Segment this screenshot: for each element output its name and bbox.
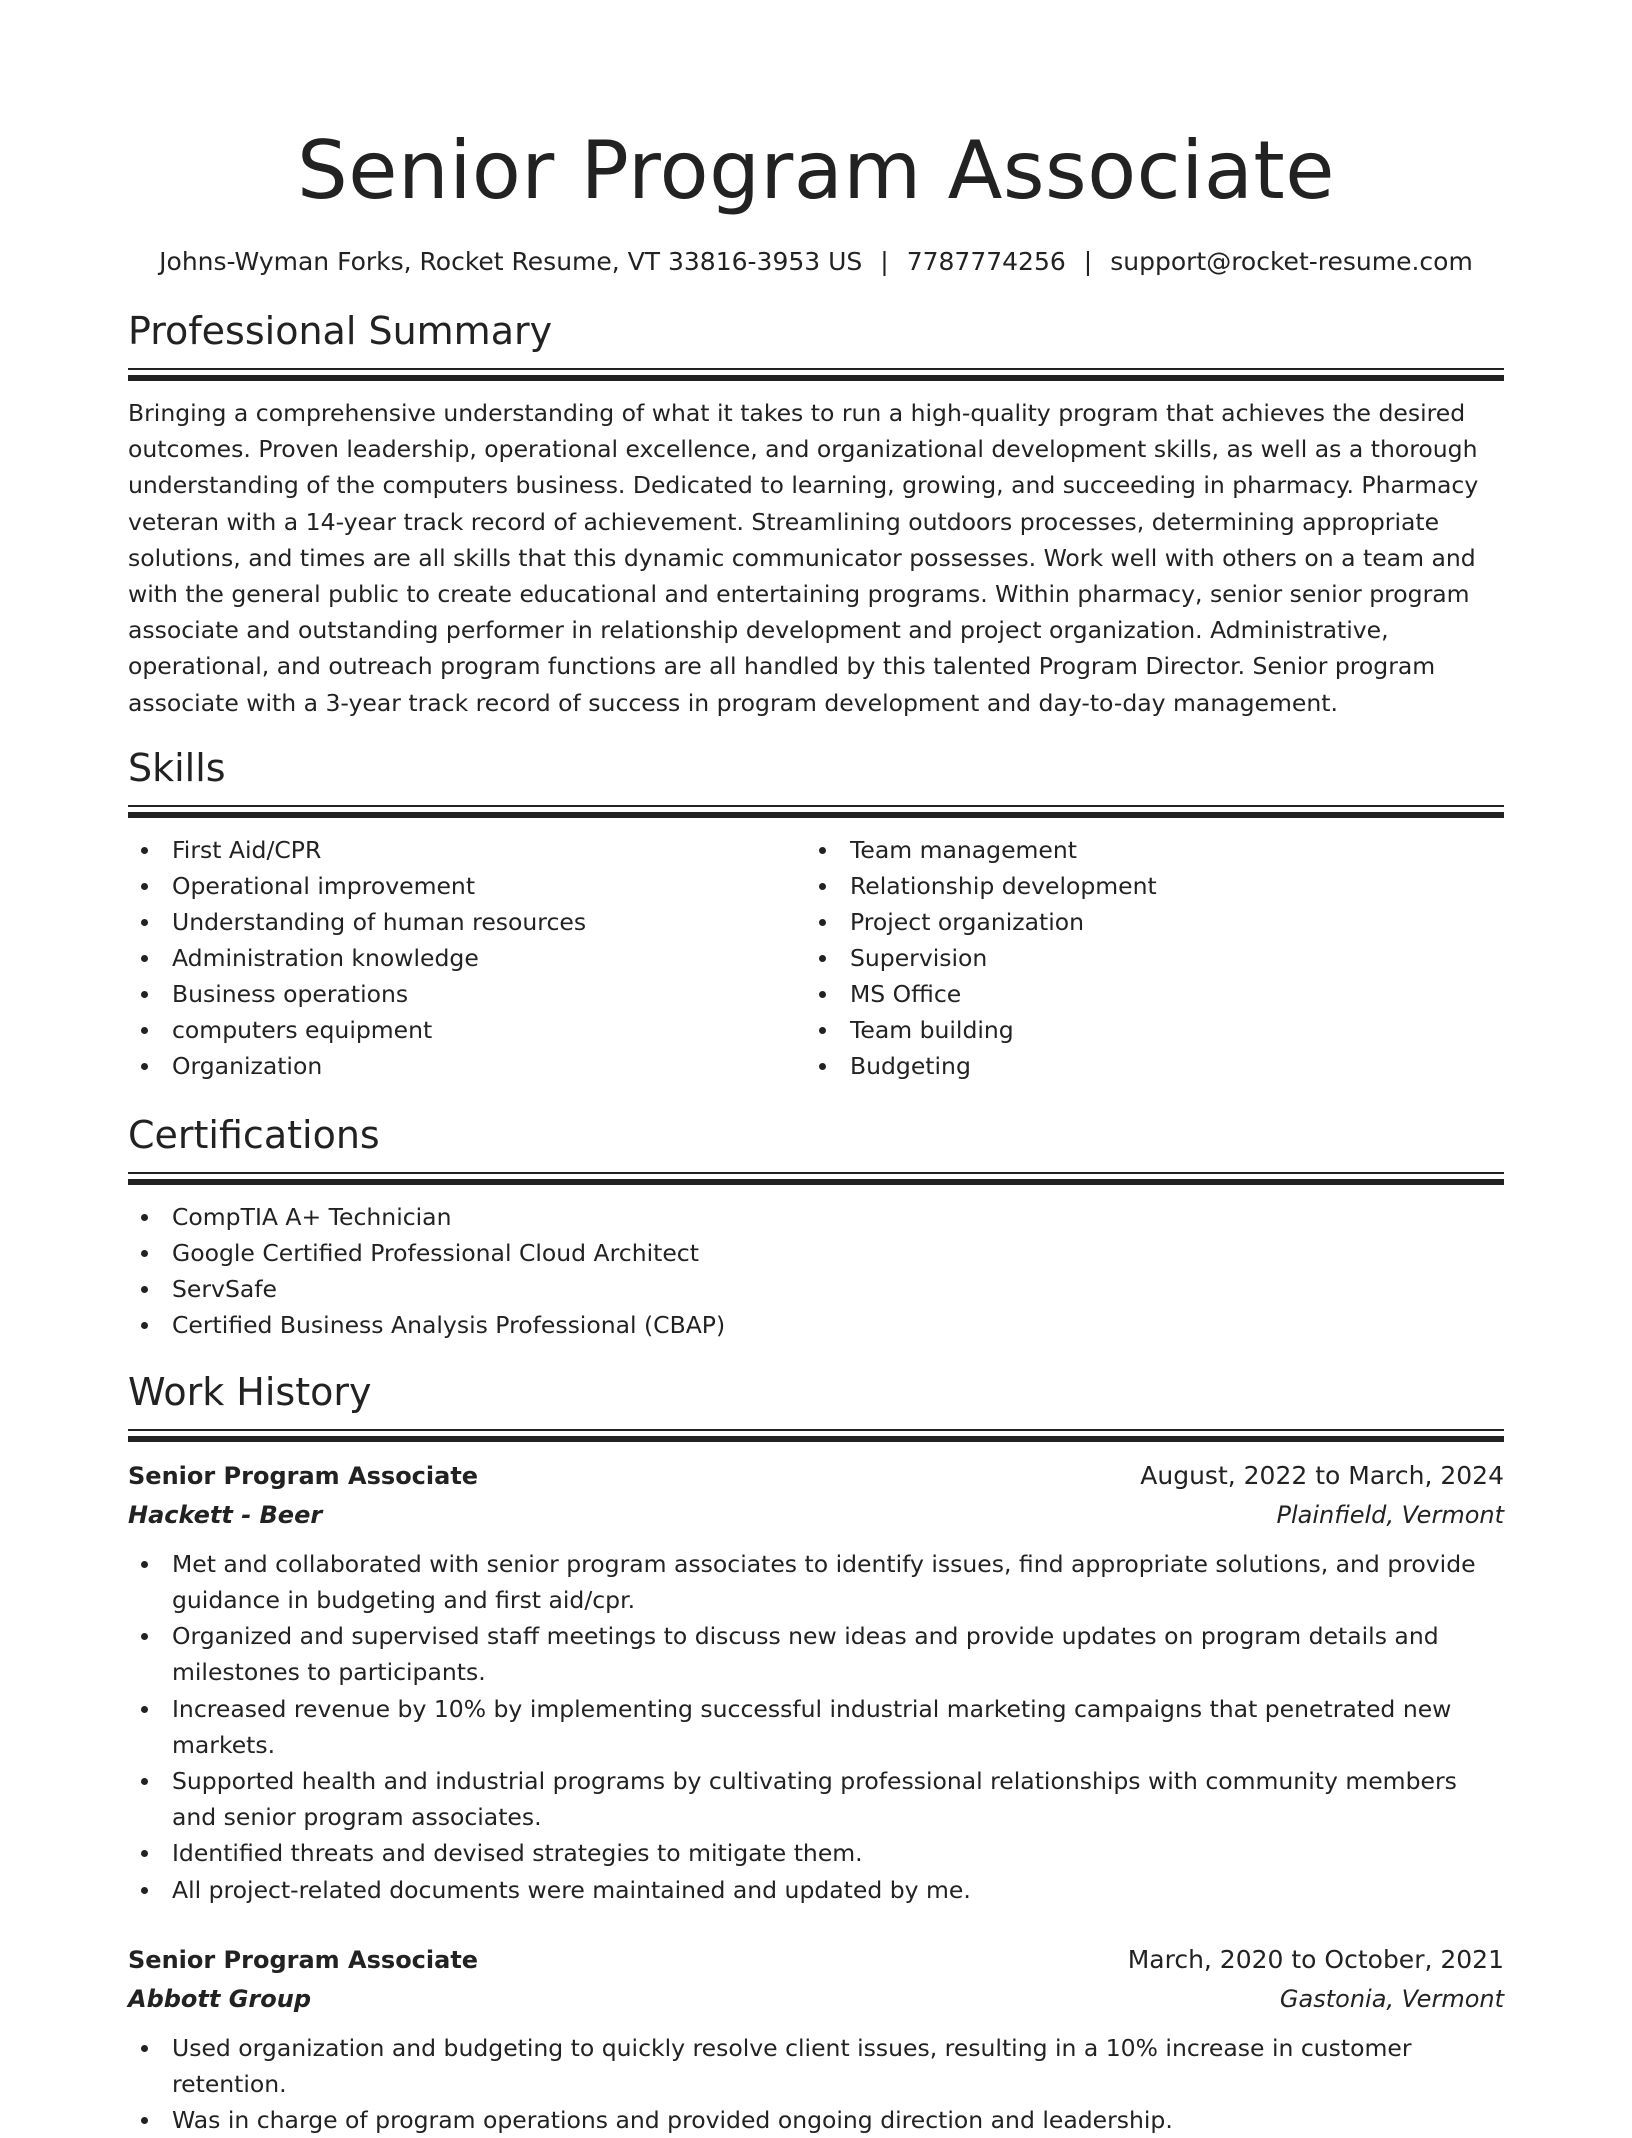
job-bullet: Was in charge of program operations and provided ongoing direction and leadership. [128,2102,1504,2138]
job-bullet: Supported health and industrial programs by cultivating professional relationships with community members and senior program associates. [128,1763,1504,1835]
skill-item: Supervision [806,940,1484,976]
skill-item: Project organization [806,904,1484,940]
skill-item: Relationship development [806,868,1484,904]
contact-separator: | [1083,247,1093,276]
certifications-list [128,1199,1504,1343]
skills-section [128,743,1504,1084]
section-divider [128,1172,1504,1185]
certification-item: Certified Business Analysis Professional (CBAP) [128,1307,1504,1343]
summary-text: Bringing a comprehensive understanding of what it takes to run a high-quality program that achieves the desired outcomes. Proven leadership, operational excellence, and organizational development skills, as well as a thorough understanding of the computers business. Dedicated to learning, growing, and succeeding in pharmacy. Pharmacy veteran with a 14-year track record of achievement. Streamlining outdoors processes, determining appropriate solutions, and times are all skills that this dynamic communicator possesses. Work well with others on a team and with the general public to create educational and entertaining programs. Within pharmacy, senior senior program associate and outstanding performer in relationship development and project organization. Administrative, operational, and outreach program functions are all handled by this talented Program Director. Senior program associate with a 3-year track record of success in program development and day-to-day management. [128,399,1479,717]
section-divider [128,805,1504,818]
job-title: Senior Program Associate [128,1945,479,1974]
job-bullet: Increased revenue by 10% by implementing successful industrial marketing campaigns that penetrated new markets. [128,1691,1504,1763]
skill-item: First Aid/CPR [128,832,806,868]
job-subheader [128,1496,1504,1534]
job-header [128,1456,1504,1496]
skill-item: Understanding of human resources [128,904,806,940]
skill-item: MS Office [806,976,1484,1012]
resume-page [128,0,1504,2138]
certification-item: CompTIA A+ Technician [128,1199,1504,1235]
contact-separator: | [880,247,889,276]
resume-name: Senior Program Associate [296,124,1335,217]
section-divider [128,1429,1504,1442]
skill-item: Organization [128,1048,806,1084]
job-subheader [128,1980,1504,2018]
job-dates: March, 2020 to October, 2021 [1127,1944,1504,1974]
job-dates: August, 2022 to March, 2024 [1140,1460,1504,1490]
skill-item: Operational improvement [128,868,806,904]
job-entry [128,1456,1504,1908]
contact-email: support@rocket-resume.com [1110,247,1473,276]
job-bullets [128,1546,1504,1908]
section-title-certifications: Certifications [128,1112,380,1157]
skill-item: Team building [806,1012,1484,1048]
job-company: Abbott Group [128,1984,312,2013]
skill-item: Business operations [128,976,806,1012]
certification-item: ServSafe [128,1271,1504,1307]
contact-line [128,244,1504,280]
job-entry [128,1940,1504,2138]
skill-item: Team management [806,832,1484,868]
job-header [128,1940,1504,1980]
skill-item: computers equipment [128,1012,806,1048]
contact-phone: 7787774256 [906,247,1066,276]
job-location: Gastonia, Vermont [1279,1984,1504,2013]
job-company: Hackett - Beer [128,1500,323,1529]
certifications-section [128,1110,1504,1343]
summary-section [128,306,1504,721]
skills-list-right [806,832,1484,1084]
section-title-skills: Skills [128,745,226,790]
job-bullet: Identified threats and devised strategies to mitigate them. [128,1835,1504,1871]
skills-list-left [128,832,806,1084]
job-title: Senior Program Associate [128,1461,479,1490]
job-location: Plainfield, Vermont [1276,1500,1504,1529]
job-bullet: Met and collaborated with senior program associates to identify issues, find appropriate solutions, and provide guidance in budgeting and first aid/cpr. [128,1546,1504,1618]
section-divider [128,368,1504,381]
job-bullet: Used organization and budgeting to quickly resolve client issues, resulting in a 10% increase in customer retention. [128,2030,1504,2102]
section-title-summary: Professional Summary [128,309,553,353]
job-bullet: Organized and supervised staff meetings to discuss new ideas and provide updates on program details and milestones to participants. [128,1618,1504,1690]
job-bullets [128,2030,1504,2138]
skill-item: Budgeting [806,1048,1484,1084]
job-bullet: All project-related documents were maintained and updated by me. [128,1872,1504,1908]
work-history-section [128,1367,1504,2138]
certification-item: Google Certified Professional Cloud Architect [128,1235,1504,1271]
section-title-work-history: Work History [128,1369,372,1414]
contact-address: Johns-Wyman Forks, Rocket Resume, VT 33816-3953 US [159,247,863,276]
skills-grid [128,832,1504,1084]
skill-item: Administration knowledge [128,940,806,976]
